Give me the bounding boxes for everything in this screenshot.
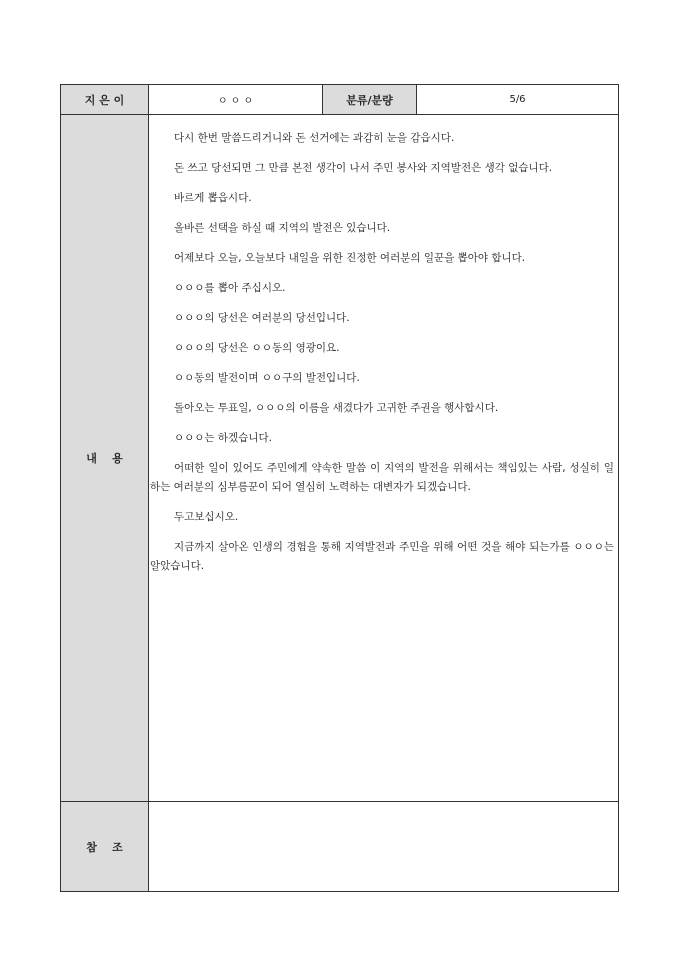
note-label: 참 조: [61, 802, 149, 892]
header-row: [61, 85, 619, 115]
form-table: [60, 84, 619, 892]
paragraph: 두고보십시오.: [174, 511, 239, 523]
content-row: [61, 115, 619, 802]
paragraph: ㅇㅇ동의 발전이며 ㅇㅇ구의 발전입니다.: [174, 372, 360, 384]
paragraph: 어제보다 오늘, 오늘보다 내일을 위한 진정한 여러분의 일꾼을 뽑아야 합니다.: [174, 252, 526, 264]
content-label: 내 용: [61, 115, 149, 802]
paragraph: ㅇㅇㅇ의 당선은 여러분의 당선입니다.: [174, 312, 350, 324]
category-value: 5/6: [417, 85, 619, 115]
paragraph: 돈 쓰고 당선되면 그 만큼 본전 생각이 나서 주민 봉사와 지역발전은 생각 없습니다.: [174, 162, 553, 174]
paragraph: ㅇㅇㅇ는 하겠습니다.: [174, 432, 272, 444]
note-value: [149, 802, 619, 892]
paragraph: 다시 한번 말씀드리거니와 돈 선거에는 과감히 눈을 감읍시다.: [174, 132, 455, 144]
paragraph: ㅇㅇㅇ의 당선은 ㅇㅇ동의 영광이요.: [174, 342, 340, 354]
paragraph: 돌아오는 투표일, ㅇㅇㅇ의 이름을 새겼다가 고귀한 주권을 행사합시다.: [174, 402, 499, 414]
category-label: 분류/분량: [323, 85, 417, 115]
paragraph: 어떠한 일이 있어도 주민에게 약속한 말씀 이 지역의 발전을 위해서는 책임있는 사람, 성실히 일하는 여러분의 심부름꾼이 되어 열심히 노력하는 대변자가 되겠습니다.: [150, 462, 614, 493]
content-body: [149, 115, 619, 802]
paragraph: ㅇㅇㅇ를 뽑아 주십시오.: [174, 282, 286, 294]
note-row: [61, 802, 619, 892]
paragraph: 올바른 선택을 하실 때 지역의 발전은 있습니다.: [174, 222, 391, 234]
paragraph: 지금까지 살아온 인생의 경험을 통해 지역발전과 주민을 위해 어떤 것을 해야 되는가를 ㅇㅇㅇ는 알았습니다.: [150, 541, 614, 572]
paragraph: 바르게 뽑읍시다.: [174, 192, 252, 204]
author-value: ㅇ ㅇ ㅇ: [149, 85, 323, 115]
author-label: 지 은 이: [61, 85, 149, 115]
